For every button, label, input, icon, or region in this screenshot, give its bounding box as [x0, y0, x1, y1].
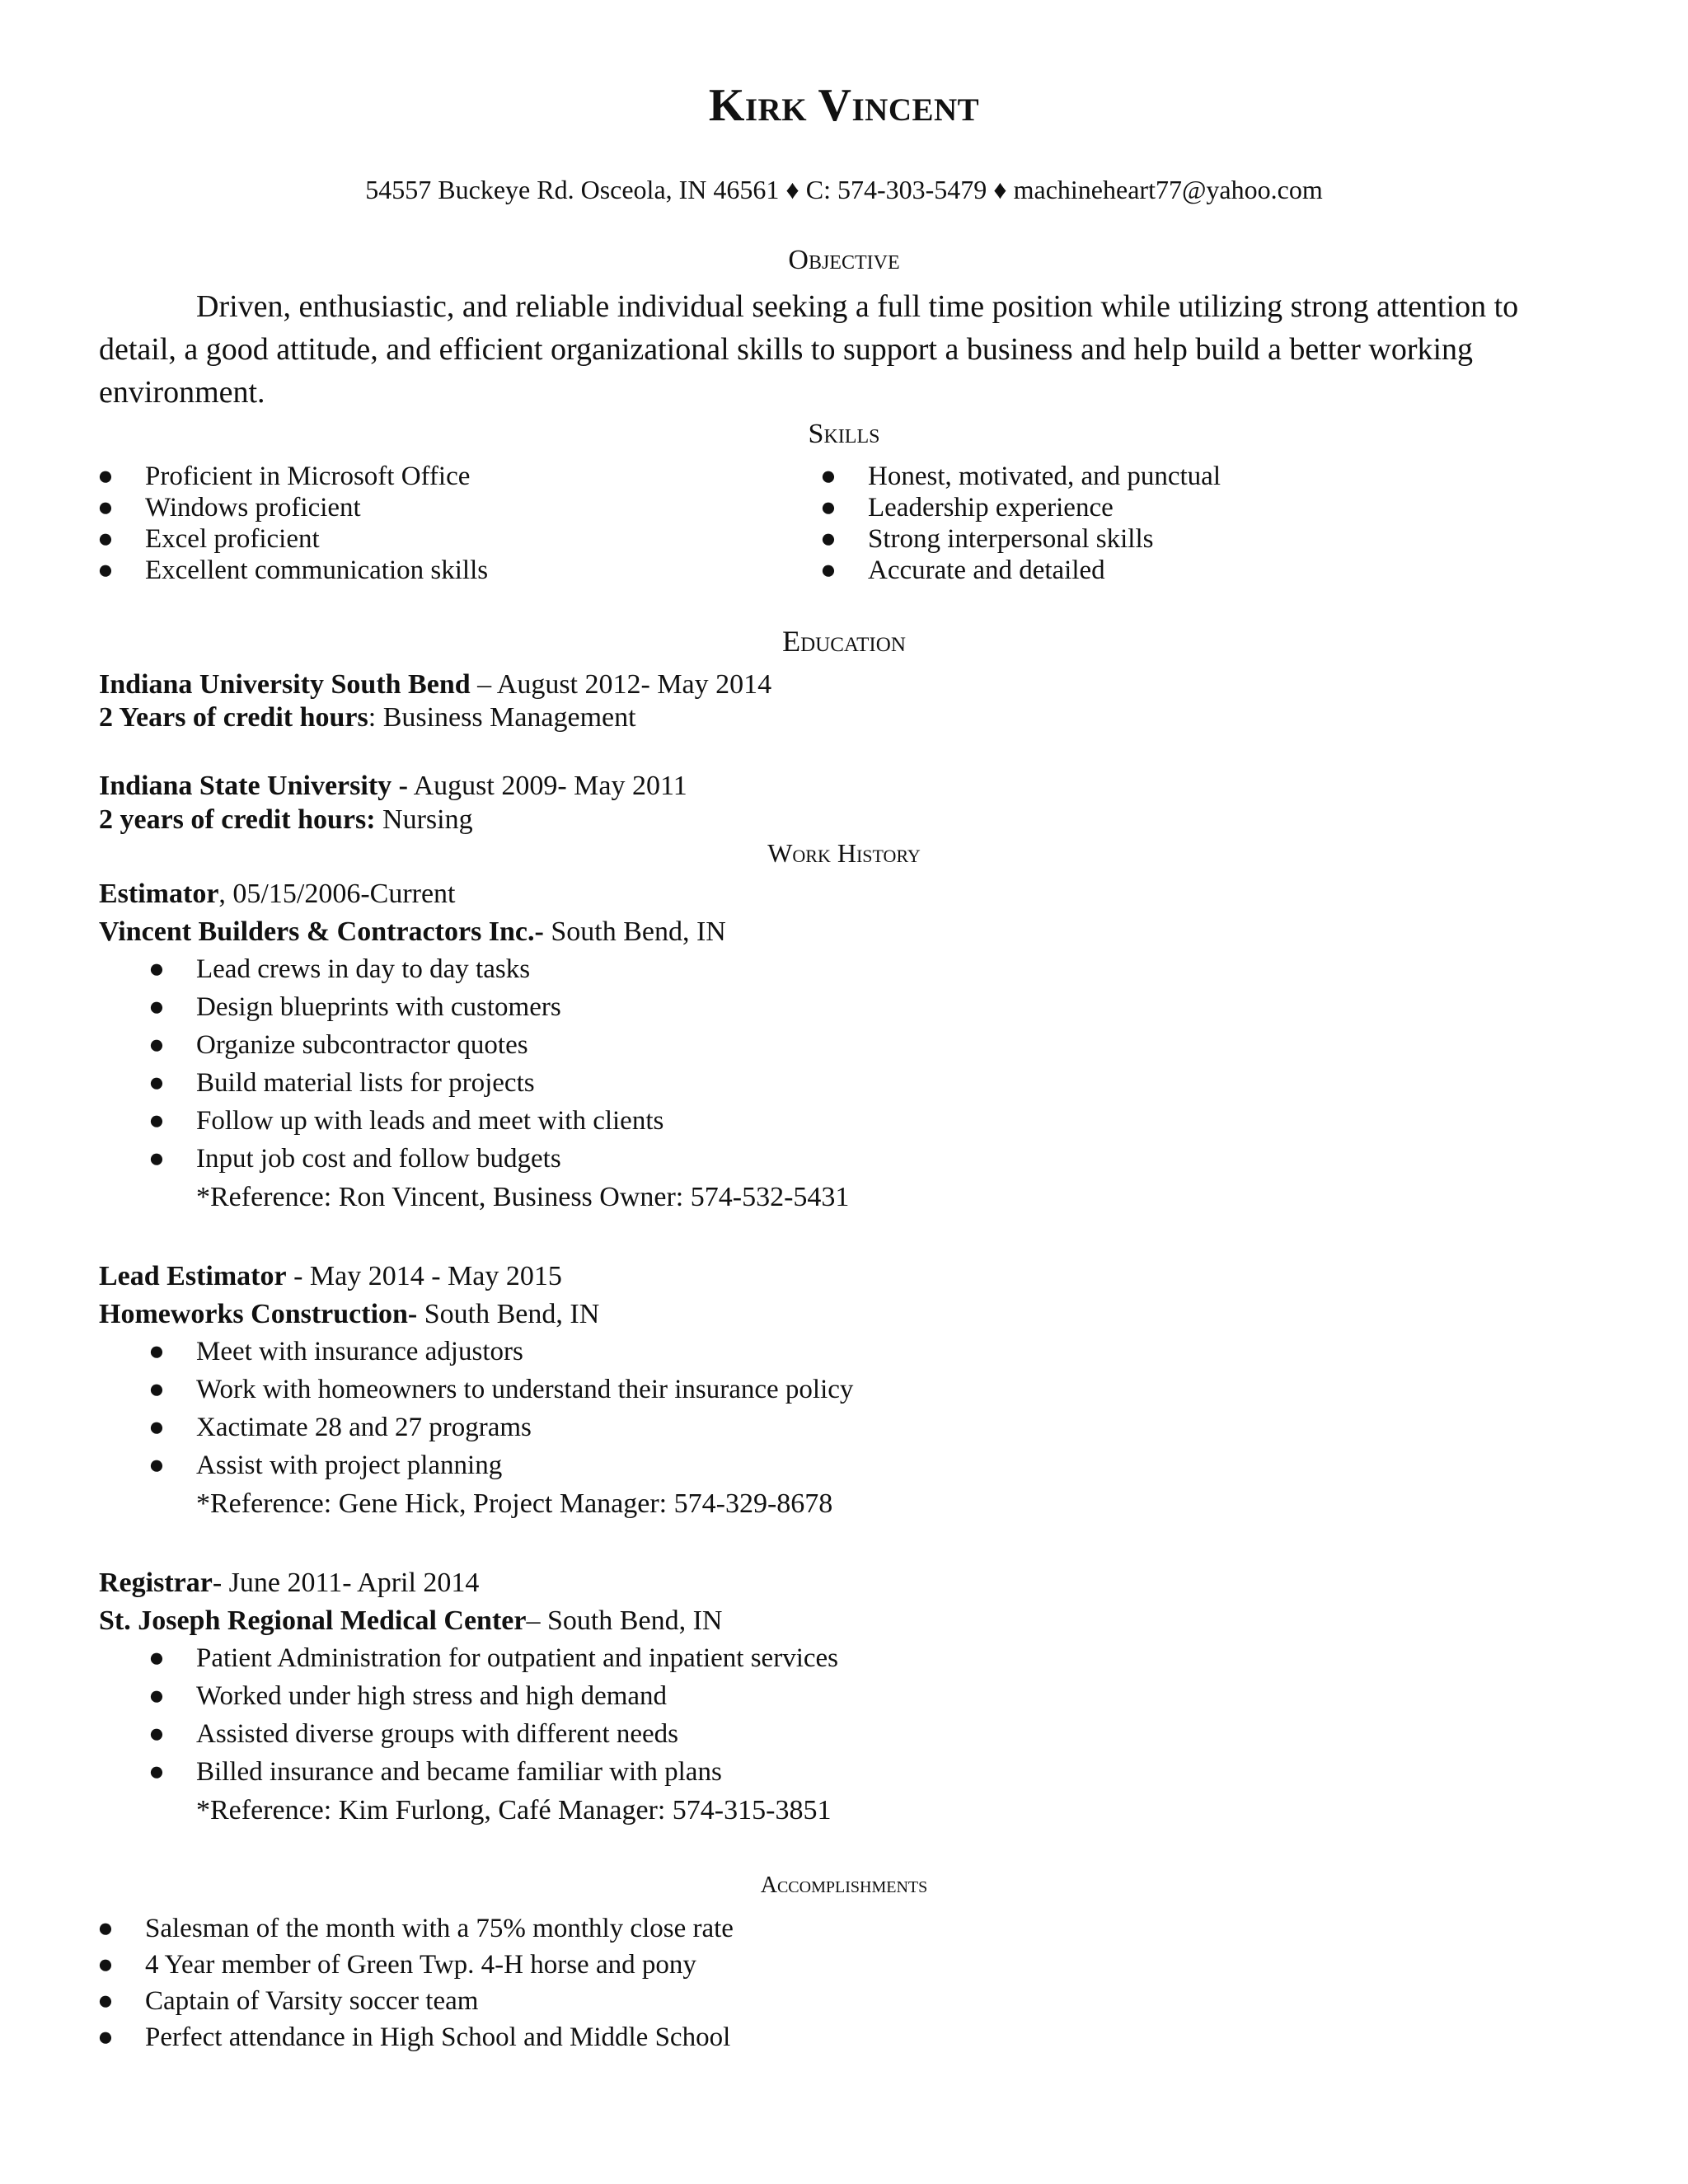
company-location: South Bend, IN	[417, 1299, 600, 1329]
education-credit-2	[99, 804, 473, 836]
education-entry-2	[99, 771, 687, 802]
job-reference: *Reference: Kim Furlong, Café Manager: 574-315-3851	[196, 1795, 832, 1825]
job-title-line	[99, 1261, 562, 1292]
bullet-icon: ●	[148, 1106, 165, 1136]
job-title-line	[99, 879, 456, 910]
objective-line-3: environment.	[99, 375, 265, 410]
school-name: Indiana University South Bend	[99, 669, 471, 700]
contact-line: 54557 Buckeye Rd. Osceola, IN 46561 ♦ C: 574-303-5479 ♦ machineheart77@yahoo.com	[365, 175, 1323, 204]
skill-text: Leadership experience	[868, 493, 1114, 523]
bullet-icon: ●	[97, 1914, 114, 1943]
accomplishment-text: Perfect attendance in High School and Middle School	[145, 2022, 731, 2052]
credit-value: Nursing	[375, 804, 473, 835]
company-name: Homeworks Construction-	[99, 1299, 418, 1329]
accomplishment-text: Captain of Varsity soccer team	[145, 1986, 479, 2016]
job-company-line	[99, 1299, 599, 1330]
bullet-icon: ●	[820, 555, 837, 585]
bullet-icon: ●	[820, 524, 837, 554]
duty-text: Xactimate 28 and 27 programs	[196, 1413, 532, 1442]
job-title: Estimator	[99, 879, 219, 909]
bullet-icon: ●	[97, 462, 114, 491]
bullet-icon: ●	[148, 1643, 165, 1673]
education-credit-1	[99, 702, 636, 733]
bullet-icon: ●	[148, 1757, 165, 1787]
skill-text: Excellent communication skills	[145, 555, 489, 585]
skills-heading: Skills	[808, 419, 880, 449]
duty-text: Input job cost and follow budgets	[196, 1144, 561, 1174]
credit-value: : Business Management	[368, 702, 636, 733]
company-location: South Bend, IN	[543, 916, 726, 947]
company-name: Vincent Builders & Contractors Inc.-	[99, 916, 544, 947]
duty-text: Organize subcontractor quotes	[196, 1030, 528, 1060]
skill-text: Excel proficient	[145, 524, 320, 554]
objective-line-2: detail, a good attitude, and efficient organizational skills to support a business and help build a better working	[99, 332, 1474, 367]
education-entry-1	[99, 669, 771, 701]
bullet-icon: ●	[148, 1413, 165, 1442]
bullet-icon: ●	[97, 493, 114, 523]
bullet-icon: ●	[148, 1144, 165, 1174]
duty-text: Work with homeowners to understand their insurance policy	[196, 1375, 854, 1404]
bullet-icon: ●	[148, 1337, 165, 1366]
accomplishment-text: 4 Year member of Green Twp. 4-H horse and pony	[145, 1950, 696, 1980]
job-reference: *Reference: Ron Vincent, Business Owner: 574-532-5431	[196, 1182, 850, 1212]
job-dates: - June 2011- April 2014	[212, 1568, 480, 1598]
duty-text: Design blueprints with customers	[196, 992, 561, 1022]
duty-text: Worked under high stress and high demand	[196, 1681, 668, 1711]
bullet-icon: ●	[148, 954, 165, 984]
accomplishments-heading: Accomplishments	[760, 1872, 928, 1898]
job-company-line	[99, 1605, 722, 1637]
bullet-icon: ●	[820, 462, 837, 491]
duty-text: Follow up with leads and meet with clients	[196, 1106, 664, 1136]
duty-text: Build material lists for projects	[196, 1068, 535, 1098]
job-reference: *Reference: Gene Hick, Project Manager: 574-329-8678	[196, 1488, 833, 1519]
skill-text: Strong interpersonal skills	[868, 524, 1154, 554]
duty-text: Assisted diverse groups with different needs	[196, 1719, 679, 1749]
school-name: Indiana State University -	[99, 771, 408, 801]
bullet-icon: ●	[148, 1681, 165, 1711]
skill-text: Proficient in Microsoft Office	[145, 462, 471, 491]
job-dates: - May 2014 - May 2015	[286, 1261, 562, 1291]
company-name: St. Joseph Regional Medical Center	[99, 1605, 527, 1636]
school-dates: August 2009- May 2011	[407, 771, 687, 801]
bullet-icon: ●	[148, 1451, 165, 1480]
job-title: Registrar	[99, 1568, 213, 1598]
accomplishment-text: Salesman of the month with a 75% monthly close rate	[145, 1914, 734, 1943]
objective-heading: Objective	[788, 245, 900, 275]
duty-text: Meet with insurance adjustors	[196, 1337, 523, 1366]
skill-text: Windows proficient	[145, 493, 361, 523]
bullet-icon: ●	[820, 493, 837, 523]
duty-text: Patient Administration for outpatient and inpatient services	[196, 1643, 838, 1673]
bullet-icon: ●	[148, 1030, 165, 1060]
education-heading: Education	[782, 625, 906, 658]
bullet-icon: ●	[148, 1375, 165, 1404]
job-title: Lead Estimator	[99, 1261, 287, 1291]
credit-label: 2 Years of credit hours	[99, 702, 368, 733]
job-company-line	[99, 916, 726, 948]
bullet-icon: ●	[97, 555, 114, 585]
bullet-icon: ●	[148, 1068, 165, 1098]
bullet-icon: ●	[97, 524, 114, 554]
skill-text: Honest, motivated, and punctual	[868, 462, 1221, 491]
objective-line-1: Driven, enthusiastic, and reliable individual seeking a full time position while utilizing strong attention to	[196, 289, 1519, 324]
candidate-name: Kirk Vincent	[708, 80, 980, 131]
job-title-line	[99, 1568, 479, 1599]
duty-text: Assist with project planning	[196, 1451, 503, 1480]
bullet-icon: ●	[97, 1950, 114, 1980]
bullet-icon: ●	[148, 1719, 165, 1749]
work-history-heading: Work History	[767, 838, 921, 868]
school-dates: – August 2012- May 2014	[470, 669, 772, 700]
duty-text: Billed insurance and became familiar with plans	[196, 1757, 722, 1787]
credit-label: 2 years of credit hours:	[99, 804, 376, 835]
company-location: – South Bend, IN	[526, 1605, 723, 1636]
job-dates: , 05/15/2006-Current	[218, 879, 456, 909]
duty-text: Lead crews in day to day tasks	[196, 954, 531, 984]
bullet-icon: ●	[97, 2022, 114, 2052]
bullet-icon: ●	[97, 1986, 114, 2016]
bullet-icon: ●	[148, 992, 165, 1022]
skill-text: Accurate and detailed	[868, 555, 1105, 585]
